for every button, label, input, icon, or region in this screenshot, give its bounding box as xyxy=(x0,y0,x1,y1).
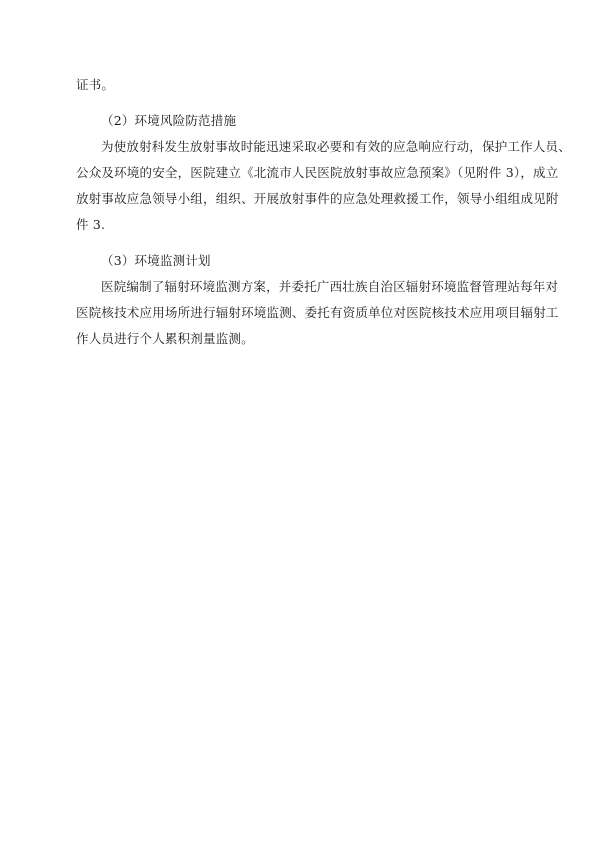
carry-over-text: 证书。 xyxy=(76,77,115,92)
section-3-line-3: 作人员进行个人累积剂量监测。 xyxy=(76,331,254,346)
section-2-line-4: 件 3. xyxy=(76,217,106,232)
document-body xyxy=(76,72,571,352)
section-2-line-3: 放射事故应急领导小组，组织、开展放射事件的应急处理救援工作，领导小组组成见附 xyxy=(76,191,559,206)
section-3-line-2: 医院核技术应用场所进行辐射环境监测、委托有资质单位对医院核技术应用项目辐射工 xyxy=(76,305,559,320)
section-3-heading: （3）环境监测计划 xyxy=(101,253,211,268)
section-2-line-1: 为使放射科发生放射事故时能迅速采取必要和有效的应急响应行动，保护工作人员、 xyxy=(101,139,571,154)
section-3-line-1: 医院编制了辐射环境监测方案，并委托广西壮族自治区辐射环境监督管理站每年对 xyxy=(101,279,559,294)
section-2-heading: （2）环境风险防范措施 xyxy=(101,113,237,128)
section-2-line-2: 公众及环境的安全，医院建立《北流市人民医院放射事故应急预案》（见附件 3），成立 xyxy=(76,165,559,180)
